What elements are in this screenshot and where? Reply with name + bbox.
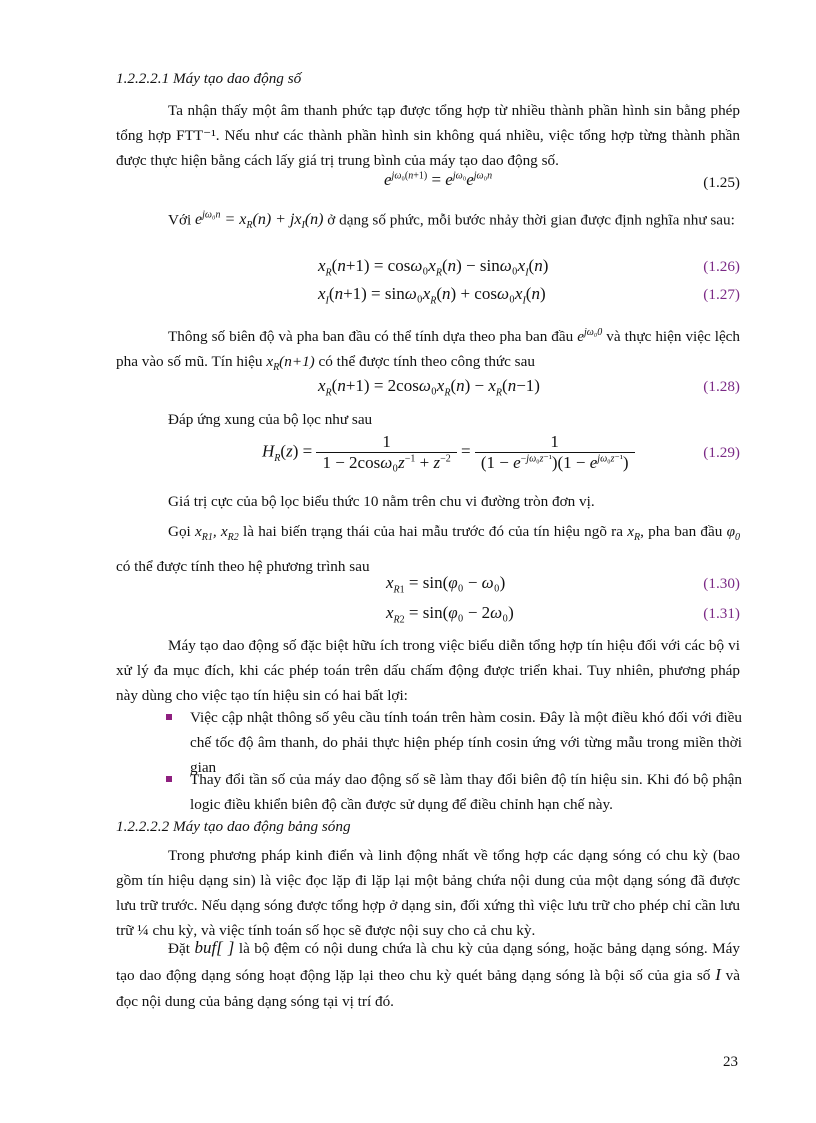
paragraph-buffer — [116, 935, 740, 1015]
paragraph-impulse — [116, 407, 740, 432]
equation-1-26: $x_R(n+1) = \cos\omega_0x_R(n) - \sin\omega_0x_I(n)$ — [318, 256, 549, 279]
paragraph-text: Đặt — [168, 940, 190, 957]
equation-number: (1.26) — [703, 258, 740, 275]
paragraph-text: Đáp ứng xung của bộ lọc như sau — [168, 411, 373, 428]
paragraph-text: có thể được tính theo hệ phương trình sau — [116, 558, 370, 576]
section-heading-2: 1.2.2.2.2 Máy tạo dao động bảng sóng — [116, 818, 351, 835]
equation-1-25: $e^{j\omega_0(n+1)} = e^{j\omega_0}e^{j\omega_0n}$ — [384, 170, 493, 189]
paragraph-complex — [116, 203, 740, 239]
paragraph-text: là hai biến trạng thái của hai mẫu trước đó của tín hiệu ngõ ra — [243, 523, 623, 540]
paragraph-text: Gọi — [168, 523, 191, 540]
paragraph-text: Giá trị cực của bộ lọc biểu thức 10 nằm trên chu vi đường tròn đơn vị. — [168, 493, 595, 510]
inline-formula: buf[ ] — [194, 938, 235, 957]
equation-1-30: $x_{R1} = \sin(\varphi_0 - \omega_0)$ — [386, 573, 506, 596]
section-heading-1: 1.2.2.2.1 Máy tạo dao động số — [116, 70, 302, 87]
equation-1-27: $x_I(n+1) = \sin\omega_0x_R(n) + \cos\omega_0x_I(n)$ — [318, 284, 546, 307]
equation-1-28: $x_R(n+1) = 2\cos\omega_0x_R(n) - x_R(n-1)$ — [318, 376, 540, 399]
paragraph-state — [116, 517, 740, 581]
equation-number: (1.31) — [703, 605, 740, 622]
equation-number: (1.25) — [703, 174, 740, 191]
paragraph-phase — [116, 320, 740, 380]
paragraph-text: và thực hiện việc lệch pha vào số mũ. Tín hiệu — [116, 328, 741, 371]
inline-formula: $x_R(n+1)$ — [266, 353, 315, 374]
paragraph-text: , pha ban đầu — [640, 523, 723, 540]
equation-number: (1.30) — [703, 575, 740, 592]
inline-formula: I — [715, 965, 721, 984]
equation-number: (1.29) — [703, 444, 740, 461]
equation-1-31: $x_{R2} = \sin(\varphi_0 - 2\omega_0)$ — [386, 603, 514, 626]
bullet-icon — [166, 776, 172, 782]
paragraph-usefulness — [116, 633, 740, 708]
inline-formula: $e^{j\omega_0n} = x_R(n) + jx_I(n)$ — [195, 210, 324, 232]
list-item-text: Việc cập nhật thông số yêu cầu tính toán trên hàm cosin. Đây là một điều khó đối với điều chế tốc độ âm thanh, do phải thực hiện phép tính cosin ứng với từng mẫu trong miền thời gian — [190, 709, 742, 776]
paragraph-intro — [116, 98, 740, 173]
paragraph-text: Trong phương pháp kinh điển và linh động nhất về tổng hợp các dạng sóng có chu kỳ (bao gồm tín hiệu dạng sin) là việc đọc lặp đi lặp lại một bảng chứa nội dung của một dạng sóng đã được lưu trữ trước. Nếu dạng sóng được tổng hợp ở dạng sin, đối xứng thì việc lưu trữ cho phép chỉ cần lưu trữ ¼ chu kỳ, và việc tính toán số học sẽ được nội suy cho cả chu kỳ. — [116, 847, 740, 939]
paragraph-poles — [116, 489, 740, 514]
page-number: 23 — [723, 1054, 738, 1070]
paragraph-text: Với — [168, 211, 192, 229]
list-item-text: Thay đổi tần số của máy dao động số sẽ làm thay đổi biên độ tín hiệu sin. Khi đó bộ phận logic điều khiển biên độ cần được sử dụng để điều chỉnh hạn chế này. — [190, 771, 742, 813]
equation-number: (1.28) — [703, 378, 740, 395]
paragraph-text: Máy tạo dao động số đặc biệt hữu ích trong việc biểu diễn tổng hợp tín hiệu đối với các bộ vi xử lý đa mục đích, khi các phép toán trên dấu chấm động được triển khai. Tuy nhiên, phương pháp này dùng cho việc tạo tín hiệu sin có hai bất lợi: — [116, 637, 740, 704]
equation-number: (1.27) — [703, 286, 740, 303]
paragraph-text: và đọc nội dung của bảng dạng sóng tại vị trí đó. — [116, 967, 741, 1010]
paragraph-wavetable — [116, 843, 740, 943]
list-item — [160, 767, 742, 817]
equation-1-29: $H_R(z)$ = $\frac{1}{1 - 2\cos\omega_0z^{-1} + z^{-2}}$ = $\frac{1}{(1 - e^{-j\omega_0z^{-1}})(1 - e^{j\omega_0z^{-1}})}$ — [262, 432, 635, 473]
inline-formula: $e^{j\omega_00}$ — [577, 327, 603, 346]
inline-formula: $x_R$ — [627, 523, 641, 544]
paragraph-text: Thông số biên độ và pha ban đầu có thể tính dựa theo pha ban đầu — [168, 328, 574, 346]
inline-formula: $\varphi_0$ — [726, 523, 740, 544]
paragraph-text: là bộ đệm có nội dung chứa là chu kỳ của dạng sóng, hoặc bảng dạng sóng. Máy tạo dao động dạng sóng hoạt động lặp lại theo chu kỳ quét bảng dạng sóng là bội số của gia số — [116, 940, 741, 984]
paragraph-text: ở dạng số phức, mỗi bước nhảy thời gian được định nghĩa như sau: — [327, 211, 735, 229]
paragraph-text: Ta nhận thấy một âm thanh phức tạp được tổng hợp từ nhiều thành phần hình sin bằng phép tổng hợp FTT⁻¹. Nếu như các thành phần hình sin không quá nhiều, việc tổng hợp từng thành phần được thực hiện bằng cách lấy giá trị trung bình của máy tạo dao động số. — [116, 102, 740, 169]
paragraph-text: có thể được tính theo công thức sau — [318, 353, 535, 371]
bullet-icon — [166, 714, 172, 720]
inline-formula: $x_{R1}$, $x_{R2}$ — [195, 523, 239, 544]
